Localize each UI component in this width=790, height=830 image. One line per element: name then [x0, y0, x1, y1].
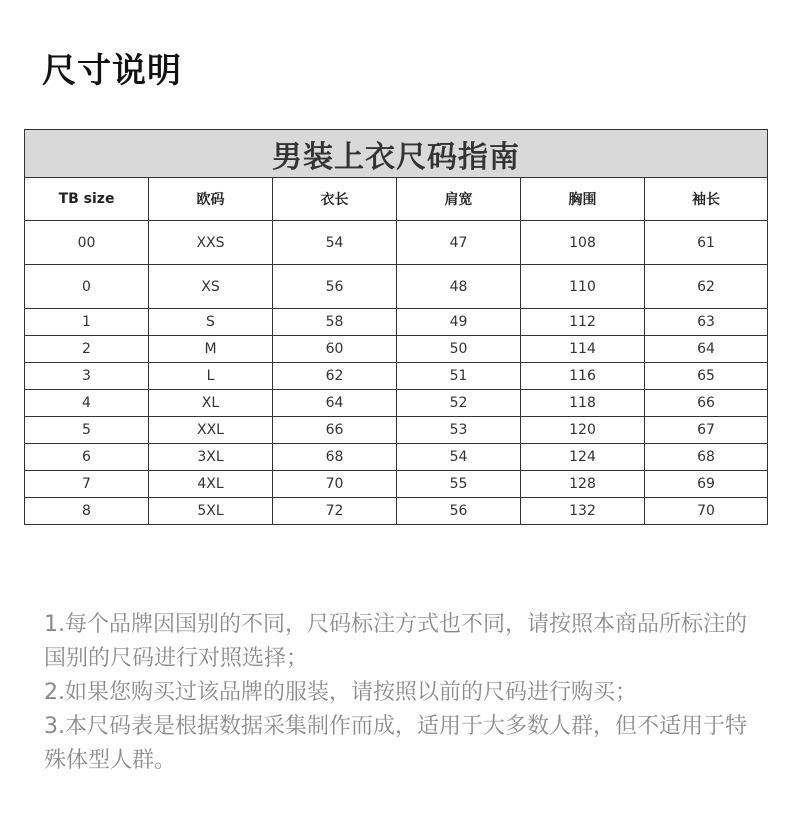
- size-chart-table: [24, 129, 768, 525]
- cell-shoulder: 47: [397, 221, 521, 265]
- cell-eu-size: XS: [149, 265, 273, 309]
- cell-chest: 116: [521, 363, 645, 390]
- table-row: [25, 309, 768, 336]
- cell-sleeve: 63: [645, 309, 768, 336]
- cell-tb-size: 1: [25, 309, 149, 336]
- header-eu-size: 欧码: [149, 178, 273, 221]
- cell-shoulder: 55: [397, 471, 521, 498]
- cell-length: 58: [273, 309, 397, 336]
- table-row: [25, 336, 768, 363]
- cell-sleeve: 67: [645, 417, 768, 444]
- cell-chest: 128: [521, 471, 645, 498]
- cell-chest: 112: [521, 309, 645, 336]
- cell-sleeve: 68: [645, 444, 768, 471]
- cell-eu-size: 3XL: [149, 444, 273, 471]
- cell-chest: 124: [521, 444, 645, 471]
- cell-length: 60: [273, 336, 397, 363]
- cell-shoulder: 56: [397, 498, 521, 525]
- cell-tb-size: 8: [25, 498, 149, 525]
- cell-tb-size: 00: [25, 221, 149, 265]
- table-caption-row: [25, 130, 768, 178]
- cell-shoulder: 52: [397, 390, 521, 417]
- cell-sleeve: 66: [645, 390, 768, 417]
- cell-tb-size: 6: [25, 444, 149, 471]
- cell-sleeve: 69: [645, 471, 768, 498]
- table-row: [25, 390, 768, 417]
- cell-sleeve: 62: [645, 265, 768, 309]
- note-item: 3.本尺码表是根据数据采集制作而成，适用于大多数人群，但不适用于特殊体型人群。: [44, 714, 747, 773]
- table-header-row: [25, 178, 768, 221]
- table-row: [25, 265, 768, 309]
- cell-sleeve: 64: [645, 336, 768, 363]
- cell-eu-size: 5XL: [149, 498, 273, 525]
- cell-length: 56: [273, 265, 397, 309]
- page-title: 尺寸说明: [42, 51, 182, 91]
- cell-shoulder: 54: [397, 444, 521, 471]
- cell-eu-size: XXS: [149, 221, 273, 265]
- cell-chest: 120: [521, 417, 645, 444]
- header-tb-size: TB size: [25, 178, 149, 221]
- cell-tb-size: 7: [25, 471, 149, 498]
- cell-length: 54: [273, 221, 397, 265]
- cell-shoulder: 48: [397, 265, 521, 309]
- note-item: 1.每个品牌因国别的不同，尺码标注方式也不同，请按照本商品所标注的国别的尺码进行对照选择；: [44, 612, 747, 671]
- header-sleeve: 袖长: [645, 178, 768, 221]
- cell-length: 68: [273, 444, 397, 471]
- cell-tb-size: 5: [25, 417, 149, 444]
- cell-eu-size: XL: [149, 390, 273, 417]
- table-row: [25, 417, 768, 444]
- table-caption: 男装上衣尺码指南: [25, 130, 768, 178]
- header-chest: 胸围: [521, 178, 645, 221]
- cell-tb-size: 3: [25, 363, 149, 390]
- cell-chest: 132: [521, 498, 645, 525]
- cell-tb-size: 4: [25, 390, 149, 417]
- cell-length: 70: [273, 471, 397, 498]
- cell-tb-size: 2: [25, 336, 149, 363]
- cell-eu-size: XXL: [149, 417, 273, 444]
- table-row: [25, 363, 768, 390]
- cell-chest: 108: [521, 221, 645, 265]
- cell-shoulder: 53: [397, 417, 521, 444]
- table-row: [25, 498, 768, 525]
- table-row: [25, 221, 768, 265]
- cell-sleeve: 61: [645, 221, 768, 265]
- cell-eu-size: 4XL: [149, 471, 273, 498]
- header-length: 衣长: [273, 178, 397, 221]
- cell-eu-size: M: [149, 336, 273, 363]
- cell-shoulder: 49: [397, 309, 521, 336]
- note-item: 2.如果您购买过该品牌的服装，请按照以前的尺码进行购买；: [44, 680, 637, 705]
- table-row: [25, 471, 768, 498]
- cell-chest: 118: [521, 390, 645, 417]
- cell-sleeve: 65: [645, 363, 768, 390]
- cell-shoulder: 51: [397, 363, 521, 390]
- cell-sleeve: 70: [645, 498, 768, 525]
- cell-shoulder: 50: [397, 336, 521, 363]
- cell-length: 66: [273, 417, 397, 444]
- cell-chest: 110: [521, 265, 645, 309]
- table-row: [25, 444, 768, 471]
- cell-chest: 114: [521, 336, 645, 363]
- header-shoulder: 肩宽: [397, 178, 521, 221]
- cell-length: 64: [273, 390, 397, 417]
- cell-eu-size: S: [149, 309, 273, 336]
- size-notes: [44, 608, 764, 778]
- cell-length: 72: [273, 498, 397, 525]
- cell-length: 62: [273, 363, 397, 390]
- cell-eu-size: L: [149, 363, 273, 390]
- cell-tb-size: 0: [25, 265, 149, 309]
